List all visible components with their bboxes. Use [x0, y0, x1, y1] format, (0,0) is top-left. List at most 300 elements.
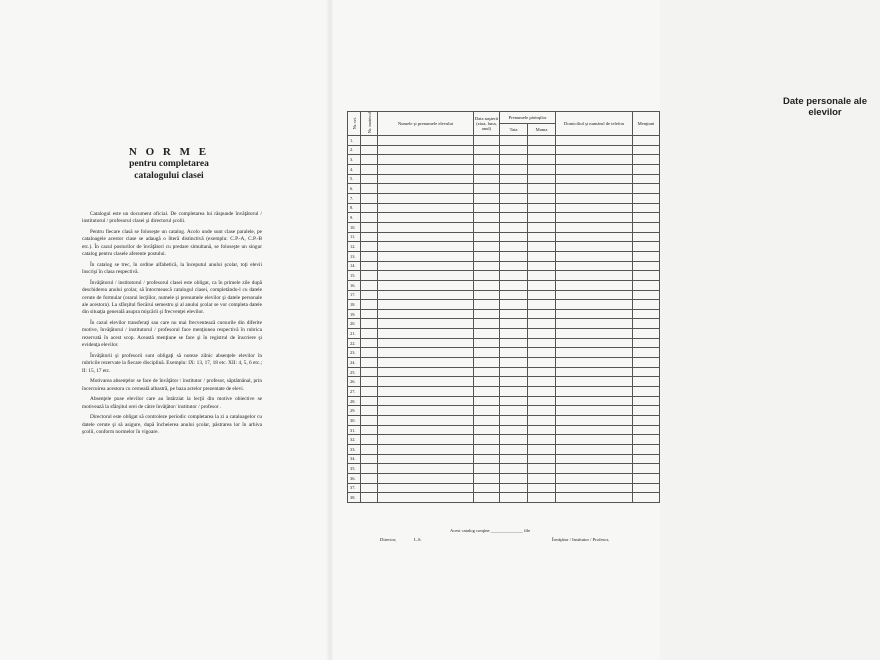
remarks-cell: [633, 338, 660, 348]
birth-date-cell: [474, 232, 500, 242]
table-row: [348, 280, 660, 290]
row-number: 38.: [348, 493, 361, 503]
name-cell: [378, 367, 474, 377]
table-row: [348, 184, 660, 194]
left-page: [0, 0, 330, 660]
remarks-cell: [633, 251, 660, 261]
header-nr-matricol: Nr. matricol: [361, 112, 378, 136]
table-row: [348, 338, 660, 348]
father-cell: [500, 396, 528, 406]
birth-date-cell: [474, 174, 500, 184]
mother-cell: [528, 193, 556, 203]
table-row: [348, 155, 660, 165]
birth-date-cell: [474, 261, 500, 271]
teacher-signature-label: Învăţător / Institutor / Profesor,: [552, 537, 610, 542]
table-row: [348, 145, 660, 155]
rule-paragraph: Învăţătorul / institutorul / profesorul clasei este obligat, ca în primele zile după deschiderea anului şcolar, să întocmească catalogul clasei, completându-l cu datele cerute de formular (orarul lecţiilor, numele şi prenumele elevilor şi datele personale ale acestora). La sfârşitul fiecărui semestru şi al anului şcolar se vor completa datele din situaţia generală asupra mişcării şi frecvenţei elevilor.: [82, 279, 262, 316]
matricol-cell: [361, 483, 378, 493]
father-cell: [500, 445, 528, 455]
row-number: 2.: [348, 145, 361, 155]
row-number: 33.: [348, 445, 361, 455]
address-cell: [556, 377, 633, 387]
father-cell: [500, 300, 528, 310]
table-row: [348, 136, 660, 146]
table-row: [348, 454, 660, 464]
matricol-cell: [361, 251, 378, 261]
matricol-cell: [361, 387, 378, 397]
father-cell: [500, 232, 528, 242]
mother-cell: [528, 232, 556, 242]
remarks-cell: [633, 232, 660, 242]
name-cell: [378, 377, 474, 387]
remarks-cell: [633, 164, 660, 174]
matricol-cell: [361, 184, 378, 194]
father-cell: [500, 493, 528, 503]
row-number: 19.: [348, 309, 361, 319]
address-cell: [556, 358, 633, 368]
birth-date-cell: [474, 203, 500, 213]
remarks-cell: [633, 367, 660, 377]
table-row: [348, 290, 660, 300]
table-row: [348, 473, 660, 483]
matricol-cell: [361, 309, 378, 319]
birth-date-cell: [474, 145, 500, 155]
student-rows: [348, 136, 660, 503]
remarks-cell: [633, 193, 660, 203]
table-row: [348, 348, 660, 358]
name-cell: [378, 435, 474, 445]
row-number: 34.: [348, 454, 361, 464]
name-cell: [378, 174, 474, 184]
birth-date-cell: [474, 387, 500, 397]
father-cell: [500, 454, 528, 464]
name-cell: [378, 184, 474, 194]
address-cell: [556, 174, 633, 184]
matricol-cell: [361, 319, 378, 329]
birth-date-cell: [474, 213, 500, 223]
matricol-cell: [361, 348, 378, 358]
name-cell: [378, 164, 474, 174]
name-cell: [378, 251, 474, 261]
matricol-cell: [361, 396, 378, 406]
table-row: [348, 367, 660, 377]
birth-date-cell: [474, 271, 500, 281]
mother-cell: [528, 203, 556, 213]
table-row: [348, 406, 660, 416]
row-number: 9.: [348, 213, 361, 223]
address-cell: [556, 483, 633, 493]
matricol-cell: [361, 300, 378, 310]
table-row: [348, 300, 660, 310]
row-number: 32.: [348, 435, 361, 445]
remarks-cell: [633, 454, 660, 464]
name-cell: [378, 300, 474, 310]
matricol-cell: [361, 329, 378, 339]
address-cell: [556, 155, 633, 165]
rules-subtitle-line-2: catalogului clasei: [134, 171, 204, 181]
mother-cell: [528, 367, 556, 377]
father-cell: [500, 319, 528, 329]
address-cell: [556, 271, 633, 281]
address-cell: [556, 232, 633, 242]
matricol-cell: [361, 193, 378, 203]
matricol-cell: [361, 473, 378, 483]
matricol-cell: [361, 338, 378, 348]
row-number: 7.: [348, 193, 361, 203]
birth-date-cell: [474, 319, 500, 329]
father-cell: [500, 416, 528, 426]
name-cell: [378, 454, 474, 464]
birth-date-cell: [474, 155, 500, 165]
row-number: 21.: [348, 329, 361, 339]
address-cell: [556, 416, 633, 426]
matricol-cell: [361, 493, 378, 503]
address-cell: [556, 290, 633, 300]
form-title: Date personale ale elevilor: [783, 96, 867, 118]
matricol-cell: [361, 145, 378, 155]
birth-date-cell: [474, 222, 500, 232]
matricol-cell: [361, 358, 378, 368]
father-cell: [500, 358, 528, 368]
remarks-cell: [633, 416, 660, 426]
remarks-cell: [633, 222, 660, 232]
name-cell: [378, 425, 474, 435]
table-row: [348, 164, 660, 174]
mother-cell: [528, 377, 556, 387]
header-remarks: Menţiuni: [633, 112, 660, 136]
address-cell: [556, 164, 633, 174]
remarks-cell: [633, 261, 660, 271]
rules-subtitle-line-1: pentru completarea: [129, 159, 209, 169]
birth-date-cell: [474, 290, 500, 300]
matricol-cell: [361, 174, 378, 184]
row-number: 36.: [348, 473, 361, 483]
mother-cell: [528, 174, 556, 184]
address-cell: [556, 435, 633, 445]
seal-label: L.S.: [414, 537, 422, 542]
name-cell: [378, 242, 474, 252]
table-row: [348, 271, 660, 281]
remarks-cell: [633, 329, 660, 339]
remarks-cell: [633, 406, 660, 416]
address-cell: [556, 203, 633, 213]
row-number: 20.: [348, 319, 361, 329]
name-cell: [378, 203, 474, 213]
row-number: 11.: [348, 232, 361, 242]
father-cell: [500, 222, 528, 232]
table-row: [348, 261, 660, 271]
birth-date-cell: [474, 338, 500, 348]
mother-cell: [528, 358, 556, 368]
birth-date-cell: [474, 242, 500, 252]
row-number: 14.: [348, 261, 361, 271]
father-cell: [500, 164, 528, 174]
address-cell: [556, 425, 633, 435]
mother-cell: [528, 348, 556, 358]
table-row: [348, 222, 660, 232]
birth-date-cell: [474, 454, 500, 464]
name-cell: [378, 232, 474, 242]
birth-date-cell: [474, 300, 500, 310]
remarks-cell: [633, 377, 660, 387]
row-number: 25.: [348, 367, 361, 377]
remarks-cell: [633, 174, 660, 184]
address-cell: [556, 329, 633, 339]
table-row: [348, 387, 660, 397]
table-row: [348, 377, 660, 387]
table-row: [348, 193, 660, 203]
matricol-cell: [361, 464, 378, 474]
table-row: [348, 174, 660, 184]
address-cell: [556, 319, 633, 329]
remarks-cell: [633, 387, 660, 397]
name-cell: [378, 358, 474, 368]
table-row: [348, 358, 660, 368]
remarks-cell: [633, 445, 660, 455]
table-row: [348, 464, 660, 474]
matricol-cell: [361, 213, 378, 223]
table-row: [348, 203, 660, 213]
name-cell: [378, 406, 474, 416]
remarks-cell: [633, 425, 660, 435]
mother-cell: [528, 425, 556, 435]
birth-date-cell: [474, 193, 500, 203]
mother-cell: [528, 213, 556, 223]
remarks-cell: [633, 483, 660, 493]
father-cell: [500, 473, 528, 483]
name-cell: [378, 473, 474, 483]
rules-text: [82, 211, 262, 440]
birth-date-cell: [474, 473, 500, 483]
remarks-cell: [633, 473, 660, 483]
name-cell: [378, 396, 474, 406]
father-cell: [500, 280, 528, 290]
mother-cell: [528, 155, 556, 165]
table-row: [348, 242, 660, 252]
name-cell: [378, 193, 474, 203]
book-gutter: [326, 0, 334, 660]
name-cell: [378, 329, 474, 339]
birth-date-cell: [474, 483, 500, 493]
mother-cell: [528, 184, 556, 194]
table-row: [348, 232, 660, 242]
mother-cell: [528, 396, 556, 406]
name-cell: [378, 261, 474, 271]
matricol-cell: [361, 203, 378, 213]
row-number: 18.: [348, 300, 361, 310]
matricol-cell: [361, 271, 378, 281]
name-cell: [378, 271, 474, 281]
name-cell: [378, 445, 474, 455]
birth-date-cell: [474, 358, 500, 368]
matricol-cell: [361, 261, 378, 271]
father-cell: [500, 155, 528, 165]
name-cell: [378, 222, 474, 232]
address-cell: [556, 396, 633, 406]
remarks-cell: [633, 271, 660, 281]
director-signature-label: Director,: [380, 537, 397, 542]
remarks-cell: [633, 145, 660, 155]
row-number: 5.: [348, 174, 361, 184]
mother-cell: [528, 242, 556, 252]
address-cell: [556, 348, 633, 358]
mother-cell: [528, 416, 556, 426]
row-number: 22.: [348, 338, 361, 348]
mother-cell: [528, 338, 556, 348]
mother-cell: [528, 387, 556, 397]
mother-cell: [528, 271, 556, 281]
row-number: 37.: [348, 483, 361, 493]
birth-date-cell: [474, 309, 500, 319]
name-cell: [378, 155, 474, 165]
student-data-table: [347, 111, 660, 503]
rules-title: N O R M E: [128, 146, 210, 158]
matricol-cell: [361, 164, 378, 174]
address-cell: [556, 261, 633, 271]
birth-date-cell: [474, 164, 500, 174]
rule-paragraph: Motivarea absenţelor se face de învăţător / institutor / profesor, săptămânal, prin încercuirea acestora cu cerneală albastră, pe baza actelor prezentate de elevi.: [82, 378, 262, 392]
remarks-cell: [633, 435, 660, 445]
father-cell: [500, 435, 528, 445]
address-cell: [556, 367, 633, 377]
matricol-cell: [361, 222, 378, 232]
address-cell: [556, 473, 633, 483]
student-data-sheet: [347, 111, 660, 503]
father-cell: [500, 387, 528, 397]
header-father: Tata: [500, 124, 528, 136]
birth-date-cell: [474, 367, 500, 377]
mother-cell: [528, 464, 556, 474]
name-cell: [378, 464, 474, 474]
address-cell: [556, 242, 633, 252]
remarks-cell: [633, 300, 660, 310]
name-cell: [378, 290, 474, 300]
remarks-cell: [633, 184, 660, 194]
father-cell: [500, 261, 528, 271]
row-number: 4.: [348, 164, 361, 174]
birth-date-cell: [474, 136, 500, 146]
address-cell: [556, 222, 633, 232]
matricol-cell: [361, 416, 378, 426]
matricol-cell: [361, 425, 378, 435]
address-cell: [556, 464, 633, 474]
address-cell: [556, 493, 633, 503]
table-row: [348, 435, 660, 445]
table-row: [348, 319, 660, 329]
table-row: [348, 251, 660, 261]
father-cell: [500, 348, 528, 358]
remarks-cell: [633, 203, 660, 213]
row-number: 28.: [348, 396, 361, 406]
address-cell: [556, 193, 633, 203]
mother-cell: [528, 309, 556, 319]
name-cell: [378, 213, 474, 223]
matricol-cell: [361, 406, 378, 416]
birth-date-cell: [474, 377, 500, 387]
father-cell: [500, 271, 528, 281]
birth-date-cell: [474, 280, 500, 290]
table-row: [348, 309, 660, 319]
name-cell: [378, 136, 474, 146]
row-number: 16.: [348, 280, 361, 290]
name-cell: [378, 493, 474, 503]
table-row: [348, 213, 660, 223]
matricol-cell: [361, 445, 378, 455]
name-cell: [378, 280, 474, 290]
row-number: 10.: [348, 222, 361, 232]
address-cell: [556, 213, 633, 223]
address-cell: [556, 145, 633, 155]
father-cell: [500, 425, 528, 435]
mother-cell: [528, 136, 556, 146]
row-number: 12.: [348, 242, 361, 252]
address-cell: [556, 184, 633, 194]
table-row: [348, 416, 660, 426]
table-row: [348, 396, 660, 406]
row-number: 27.: [348, 387, 361, 397]
mother-cell: [528, 329, 556, 339]
matricol-cell: [361, 155, 378, 165]
mother-cell: [528, 222, 556, 232]
name-cell: [378, 387, 474, 397]
remarks-cell: [633, 213, 660, 223]
father-cell: [500, 145, 528, 155]
mother-cell: [528, 145, 556, 155]
remarks-cell: [633, 319, 660, 329]
birth-date-cell: [474, 348, 500, 358]
header-mother: Mama: [528, 124, 556, 136]
father-cell: [500, 136, 528, 146]
father-cell: [500, 203, 528, 213]
birth-date-cell: [474, 251, 500, 261]
remarks-cell: [633, 280, 660, 290]
father-cell: [500, 377, 528, 387]
header-parents: Prenumele părinţilor: [500, 112, 556, 124]
father-cell: [500, 174, 528, 184]
father-cell: [500, 464, 528, 474]
name-cell: [378, 483, 474, 493]
table-row: [348, 493, 660, 503]
row-number: 30.: [348, 416, 361, 426]
remarks-cell: [633, 358, 660, 368]
name-cell: [378, 145, 474, 155]
mother-cell: [528, 280, 556, 290]
table-row: [348, 483, 660, 493]
row-number: 23.: [348, 348, 361, 358]
birth-date-cell: [474, 464, 500, 474]
address-cell: [556, 338, 633, 348]
birth-date-cell: [474, 184, 500, 194]
name-cell: [378, 416, 474, 426]
matricol-cell: [361, 280, 378, 290]
name-cell: [378, 319, 474, 329]
rule-paragraph: În cazul elevilor transferaţi sau care nu mai frecventează cursurile din diferite motive, învăţătorul / institutorul / profesorul face menţiunea respectivă în rubrica rezervată în acest scop. Această menţiune se face şi în registrul de înscriere şi evidenţa elevilor.: [82, 320, 262, 349]
father-cell: [500, 290, 528, 300]
father-cell: [500, 406, 528, 416]
father-cell: [500, 338, 528, 348]
remarks-cell: [633, 290, 660, 300]
birth-date-cell: [474, 435, 500, 445]
birth-date-cell: [474, 425, 500, 435]
rule-paragraph: Pentru fiecare clasă se foloseşte un catalog. Acolo unde sunt clase paralele, pe cataloagele acestor clase se adaugă o literă distinctivă (exemplu: C.P.-A, C.P.-B etc.). În cazul posturilor de învăţători cu predare simultană, se foloseşte un singur catalog pentru clasele aferente postului.: [82, 229, 262, 258]
remarks-cell: [633, 242, 660, 252]
father-cell: [500, 367, 528, 377]
rule-paragraph: Catalogul este un document oficial. De completarea lui răspunde învăţătorul / institutorul / profesorul clasei şi directorul şcolii.: [82, 211, 262, 225]
mother-cell: [528, 454, 556, 464]
matricol-cell: [361, 290, 378, 300]
matricol-cell: [361, 232, 378, 242]
name-cell: [378, 338, 474, 348]
